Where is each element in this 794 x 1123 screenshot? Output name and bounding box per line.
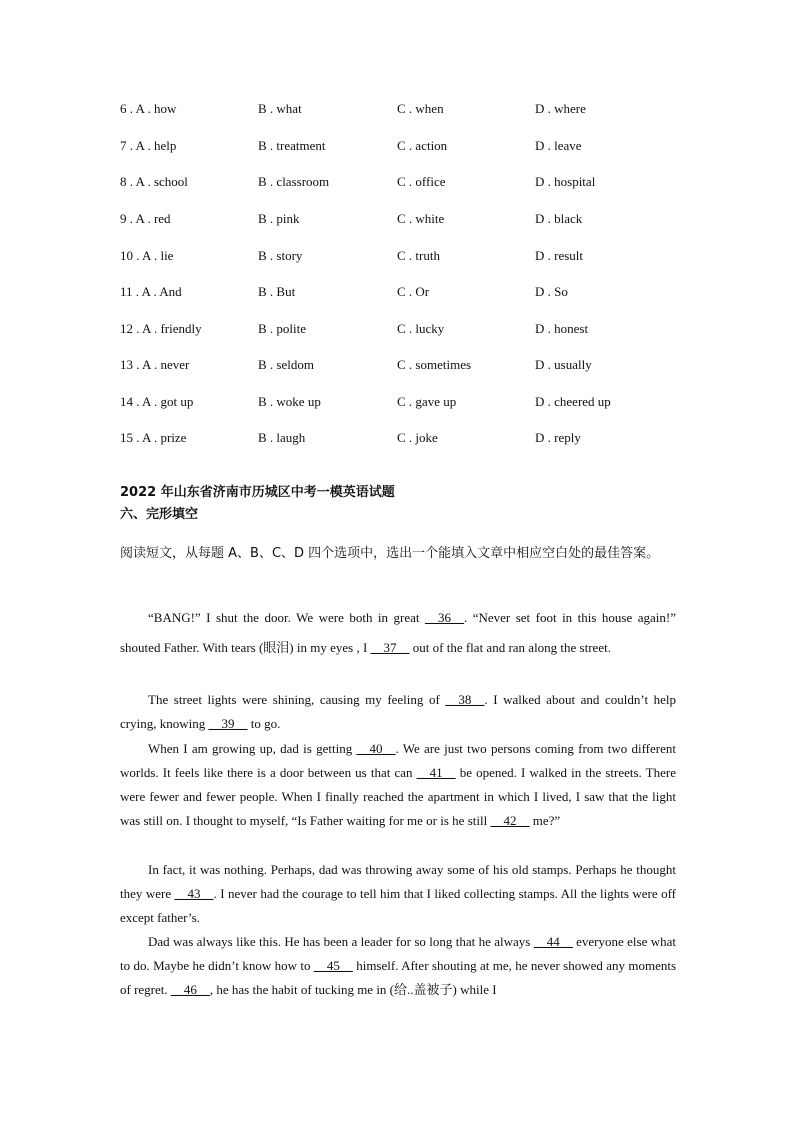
option-choice: 11 . A . And bbox=[120, 284, 182, 299]
option-choice: D . honest bbox=[535, 321, 589, 336]
option-choice: D . reply bbox=[535, 430, 581, 445]
passage-paragraph-1: “BANG!” I shut the door. We were both in great __36__. “Never set foot in this house again!” shouted Father. With tears (眼泪) in my eyes , I __37__ out of the flat and ran along the street. bbox=[120, 610, 676, 655]
option-choice: B . But bbox=[258, 284, 296, 299]
option-choice: B . what bbox=[258, 101, 302, 116]
blank-38: __38__ bbox=[445, 692, 485, 707]
passage-paragraph-2: The street lights were shining, causing my feeling of __38__. I walked about and couldn’t help crying, knowing __39__ to go. bbox=[120, 692, 676, 731]
option-choice: 9 . A . red bbox=[120, 211, 171, 226]
option-row bbox=[120, 174, 680, 194]
option-choice: 15 . A . prize bbox=[120, 430, 187, 445]
option-choice: D . hospital bbox=[535, 174, 596, 189]
blank-39: __39__ bbox=[208, 716, 248, 731]
option-choice: 13 . A . never bbox=[120, 357, 190, 372]
option-row bbox=[120, 357, 680, 377]
option-choice: B . seldom bbox=[258, 357, 314, 372]
blank-43: __43__ bbox=[174, 886, 214, 901]
option-row bbox=[120, 394, 680, 414]
option-choice: D . where bbox=[535, 101, 586, 116]
option-row bbox=[120, 284, 680, 304]
blank-37: __37__ bbox=[370, 640, 410, 655]
option-row bbox=[120, 211, 680, 231]
option-row bbox=[120, 101, 680, 121]
option-row bbox=[120, 321, 680, 341]
option-choice: B . classroom bbox=[258, 174, 330, 189]
option-choice: C . action bbox=[397, 138, 448, 153]
option-choice: B . laugh bbox=[258, 430, 306, 445]
blank-36: __36__ bbox=[424, 610, 464, 625]
option-row bbox=[120, 138, 680, 158]
option-choice: B . pink bbox=[258, 211, 300, 226]
option-choice: C . lucky bbox=[397, 321, 445, 336]
option-choice: B . treatment bbox=[258, 138, 326, 153]
option-choice: D . cheered up bbox=[535, 394, 611, 409]
option-row bbox=[120, 430, 680, 450]
option-choice: D . leave bbox=[535, 138, 582, 153]
option-row bbox=[120, 248, 680, 268]
blank-45: __45__ bbox=[313, 958, 353, 973]
option-choice: 14 . A . got up bbox=[120, 394, 194, 409]
option-choice: C . joke bbox=[397, 430, 438, 445]
option-choice: 10 . A . lie bbox=[120, 248, 174, 263]
option-choice: D . usually bbox=[535, 357, 592, 372]
option-choice: 6 . A . how bbox=[120, 101, 177, 116]
option-choice: 8 . A . school bbox=[120, 174, 188, 189]
option-choice: C . gave up bbox=[397, 394, 457, 409]
passage-paragraph-3: When I am growing up, dad is getting __40__. We are just two persons coming from two different worlds. It feels like there is a door between us that can __41__ be opened. I walked in the streets. There were fewer and fewer people. When I finally reached the apartment in which I lived, I saw that the light was still on. I thought to myself, “Is Father waiting for me or is he still __42__ me?” bbox=[120, 741, 676, 828]
document-title: 2022 年山东省济南市历城区中考一模英语试题 bbox=[120, 485, 395, 500]
option-choice: B . polite bbox=[258, 321, 307, 336]
option-choice: B . story bbox=[258, 248, 303, 263]
blank-41: __41__ bbox=[416, 765, 456, 780]
option-choice: B . woke up bbox=[258, 394, 321, 409]
option-choice: D . So bbox=[535, 284, 568, 299]
option-choice: C . when bbox=[397, 101, 444, 116]
blank-42: __42__ bbox=[490, 813, 530, 828]
option-choice: C . Or bbox=[397, 284, 430, 299]
option-choice: 12 . A . friendly bbox=[120, 321, 202, 336]
option-choice: C . office bbox=[397, 174, 446, 189]
blank-46: __46__ bbox=[170, 982, 210, 997]
instruction-text: 阅读短文，从每题 A、B、C、D 四个选项中，选出一个能填入文章中相应空白处的最佳答案。 bbox=[120, 546, 660, 561]
passage-paragraph-5: Dad was always like this. He has been a leader for so long that he always __44__ everyone else what to do. Maybe he didn’t know how to __45__ himself. After shouting at me, he never showed any moments of regret. __46__, he has the habit of tucking me in (给..盖被子) while I bbox=[120, 934, 677, 997]
option-choice: D . result bbox=[535, 248, 584, 263]
option-choice: C . truth bbox=[397, 248, 440, 263]
option-choice: C . white bbox=[397, 211, 445, 226]
blank-40: __40__ bbox=[356, 741, 396, 756]
option-choice: C . sometimes bbox=[397, 357, 472, 372]
option-choice: 7 . A . help bbox=[120, 138, 177, 153]
section-title: 六、完形填空 bbox=[120, 507, 199, 522]
blank-44: __44__ bbox=[533, 934, 573, 949]
passage-paragraph-4: In fact, it was nothing. Perhaps, dad was throwing away some of his old stamps. Perhaps he thought they were __43__. I never had the courage to tell him that I liked collecting stamps. All the lights were off except father’s. bbox=[120, 862, 677, 925]
option-choice: D . black bbox=[535, 211, 583, 226]
